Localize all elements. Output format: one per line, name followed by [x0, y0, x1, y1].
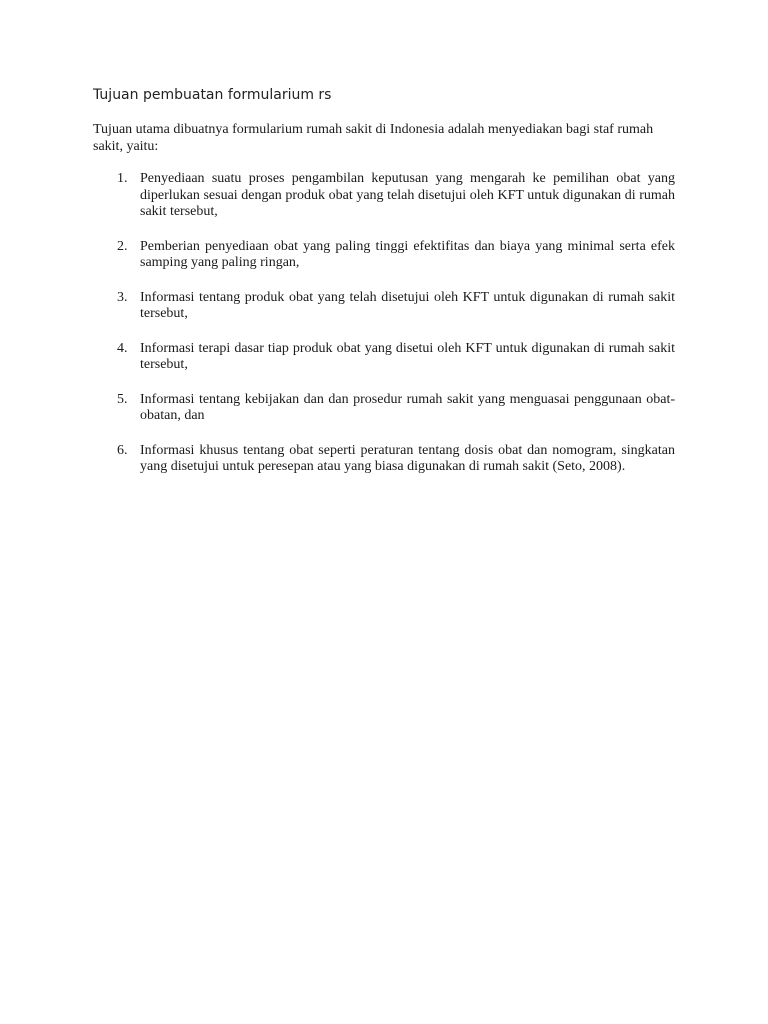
list-item-text: Informasi terapi dasar tiap produk obat yang disetui oleh KFT untuk digunakan di rumah sakit tersebut,: [140, 340, 675, 372]
numbered-list: [93, 171, 675, 476]
list-item-text: Pemberian penyediaan obat yang paling tinggi efektifitas dan biaya yang minimal serta efek samping yang paling ringan,: [140, 238, 675, 270]
list-item: [93, 341, 675, 374]
list-item: [93, 239, 675, 272]
list-item-text: Informasi khusus tentang obat seperti peraturan tentang dosis obat dan nomogram, singkatan yang disetujui untuk peresepan atau yang biasa digunakan di rumah sakit (Seto, 2008).: [140, 442, 675, 474]
intro-paragraph: Tujuan utama dibuatnya formularium rumah sakit di Indonesia adalah menyediakan bagi staf rumah sakit, yaitu:: [93, 122, 654, 154]
list-item-text: Informasi tentang kebijakan dan dan prosedur rumah sakit yang menguasai penggunaan obat-obatan, dan: [140, 391, 675, 423]
list-item-number: 5.: [117, 391, 128, 407]
list-item: [93, 443, 675, 476]
document-body: [93, 86, 675, 494]
list-item: [93, 290, 675, 323]
list-item: [93, 171, 675, 221]
list-item: [93, 392, 675, 425]
list-item-number: 4.: [117, 340, 128, 356]
list-item-number: 3.: [117, 289, 128, 305]
list-item-text: Informasi tentang produk obat yang telah disetujui oleh KFT untuk digunakan di rumah sakit tersebut,: [140, 289, 675, 321]
list-item-text: Penyediaan suatu proses pengambilan keputusan yang mengarah ke pemilihan obat yang diperlukan sesuai dengan produk obat yang telah disetujui oleh KFT untuk digunakan di rumah sakit tersebut,: [140, 171, 675, 219]
list-item-number: 1.: [117, 171, 128, 186]
document-heading: Tujuan pembuatan formularium rs: [93, 87, 332, 103]
list-item-number: 6.: [117, 442, 128, 458]
list-item-number: 2.: [117, 238, 128, 254]
